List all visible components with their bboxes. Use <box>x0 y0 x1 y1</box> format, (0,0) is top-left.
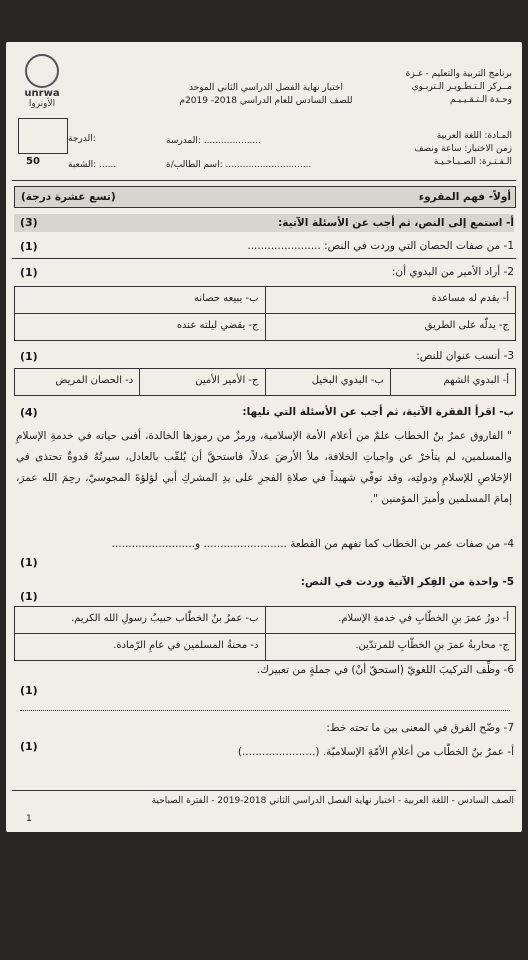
question-5: 5- واحدة من الفِكر الآتية وردت في النص: <box>300 576 514 588</box>
option: أ- يقدم له مساعدة <box>265 287 516 313</box>
option: ج- محاربةُ عمرَ بنِ الخطّابِ للمرتدّين. <box>265 634 516 660</box>
exam-header <box>6 42 522 192</box>
section-label: الشعبة: ...... <box>68 160 117 170</box>
exam-title: اختبار نهاية الفصل الدراسي الثاني الموحد للصف السادس للعام الدراسي 2018- 2019م <box>179 83 353 106</box>
question-2-options <box>14 286 516 341</box>
grade-label: الدرجة: <box>68 134 96 144</box>
section-marks: (تسع عشرة درجة) <box>21 191 116 203</box>
option: ب- يبيعه حصانه <box>194 293 259 304</box>
question-3-marks: (1) <box>20 350 38 363</box>
grade-box <box>18 118 68 154</box>
option: ج- يدلّه على الطريق <box>265 314 516 340</box>
question-6: 6- وظِّف التركيبَ اللغويّ (استحقّ أنْ) في جملةٍ من تعبيرك. <box>256 664 514 676</box>
option: د- الحصان المريض <box>55 375 134 386</box>
footer-text: الصف السادس - اللغة العربية - اختبار نهاية الفصل الدراسي الثاني 2018-2019 - الفترة الصباحية <box>151 796 514 806</box>
header-divider <box>12 180 516 181</box>
question-b: ب- اقرأ الفقرة الآتية، ثم أجب عن الأسئلة التي تليها: <box>242 406 514 418</box>
divider <box>12 258 516 259</box>
question-2: 2- أراد الأمير من البدوي أن: <box>391 266 514 278</box>
question-1-marks: (1) <box>20 240 38 253</box>
option: د- محنةُ المسلمين في عامِ الرّمادة. <box>113 640 259 651</box>
option: ج- الأمير الأمين <box>139 369 264 395</box>
question-6-marks: (1) <box>20 684 38 697</box>
question-7-marks: (1) <box>20 740 38 753</box>
un-emblem-icon <box>25 54 59 88</box>
question-7-sub: أ- عمرُ بنُ الخطّاب من أعلامِ الأمّةِ الإسلاميّة. (......................) <box>237 746 514 758</box>
question-4: 4- من صفات عمر بن الخطاب كما تفهم من القطعة ......................... و......................... <box>111 538 514 550</box>
option: ب- البدوي البخيل <box>265 369 390 395</box>
exam-meta: المـادة: اللغة العربية زمن الاختبار: ساعة ونصف الـفـتـرة: الصـبـاحـيـة <box>414 131 512 167</box>
option: ب- عمرُ بنُ الخطّاب حبيبُ رسولِ الله الكريم. <box>70 613 259 624</box>
question-2-marks: (1) <box>20 266 38 279</box>
question-1: 1- من صفات الحصان التي وردت في النص: ...................... <box>247 240 514 252</box>
page-number: 1 <box>26 814 32 824</box>
student-name-label: اسم الطالب/ة: .............................. <box>166 160 312 170</box>
question-a: أ- استمع إلى النص، ثم أجب عن الأسئلة الآتية: <box>14 214 514 232</box>
question-7: 7- وضّح الفرق في المعنى بين ما تحته خط: <box>326 722 514 734</box>
question-b-marks: (4) <box>20 406 38 419</box>
unrwa-logo: unrwa الأونروا <box>14 54 70 114</box>
total-marks: 50 <box>26 156 40 167</box>
question-a-marks: (3) <box>20 216 38 229</box>
answer-line <box>20 710 510 711</box>
option: أ- دورُ عمرَ بنِ الخطّابِ في خدمةِ الإسلام. <box>265 607 516 633</box>
option: ج- يقضي ليلته عنده <box>176 320 259 331</box>
section-title-bar: أولاً- فهم المقروء (تسع عشرة درجة) <box>14 186 516 208</box>
question-4-marks: (1) <box>20 556 38 569</box>
school-label: المدرسة: .................... <box>166 136 262 146</box>
reading-passage: " الفاروق عمرُ بنُ الخطاب علمٌ من أعلام الأمة الإسلامية، ورمزٌ من رموزها الخالدة، أفنى حياته في خدمةِ الإسلامِ والمسلمين، لم يتأخرْ عن واجباتِ الخلافة، ملأ الأرضَ عدلاً، فاستحقَّ أن يُلقّب بالعادل، سيرتُهُ قدوةٌ تحتذى في الإخلاصِ للإسلامِ ودولتِه، وقد توفّي شهيداً في صلاةِ الفجرِ على يدِ المشركِ أبي لؤلؤةَ المجوسيّ، رحِمَ الله عمرَ، إمامَ المسلمين وأميرَ المؤمنين ". <box>16 430 512 505</box>
exam-paper <box>6 42 522 832</box>
option: أ- البدوي الشهم <box>390 369 515 395</box>
footer-divider <box>12 790 516 791</box>
question-5-marks: (1) <box>20 590 38 603</box>
question-3-options <box>14 368 516 396</box>
question-5-options <box>14 606 516 661</box>
question-3: 3- أنسب عنوان للنص: <box>416 350 514 362</box>
organization-block: برنامج التربية والتعليم - غـزة مــركز الـتـطـويـر الـتربـوي وحـدة الـتـقـيـيـم <box>405 69 512 105</box>
